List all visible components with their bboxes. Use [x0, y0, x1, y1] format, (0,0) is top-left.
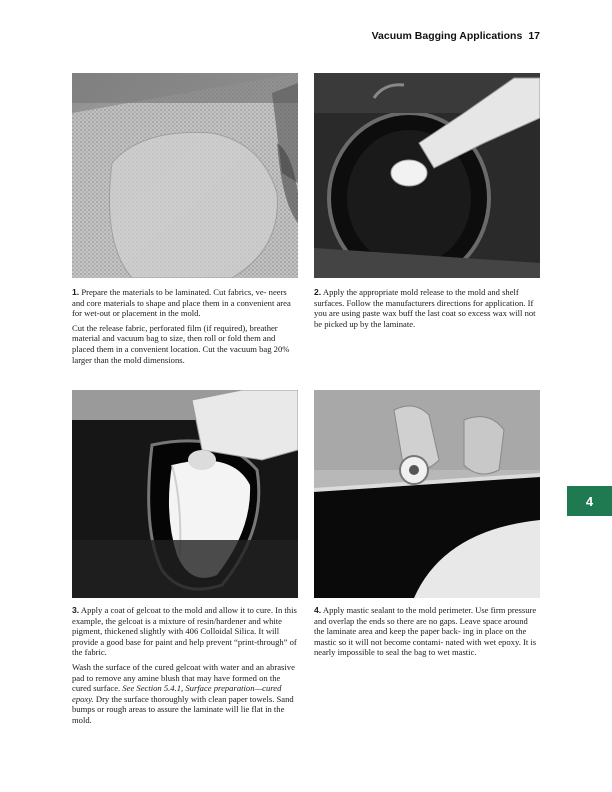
step-1-text-2: Cut the release fabric, perforated film (if required), breather material and vacuum bag to size, then roll or fold them and placed them in a convenient location. Cut the vacuum bag 20% larger than the mold dimensions.: [72, 322, 290, 365]
step-4-number: 4.: [314, 605, 322, 615]
step-2-text-1: Apply the appropriate mold release to the mold and shelf surfaces. Follow the manufacturers directions for application. If you are using paste wax buff the last coat so excess wax will not be picked up by the laminate.: [314, 287, 536, 329]
step-3-text-2a: Wash the surface of the cured gelcoat with water and an abrasive pad to remove any amine blush that may have formed on the cured surface.: [72, 661, 295, 694]
section-reference: See Section 5.4.1, Surface preparation—cured epoxy.: [72, 683, 282, 704]
photo-materials-prepared: [72, 73, 298, 278]
step-3-text-2b: Dry the surface thoroughly with clean paper towels. Sand bumps or rough areas to assure the laminate will lie flat in the mold.: [72, 693, 294, 725]
caption-step-1: [72, 287, 298, 369]
step-2-para-1: [314, 287, 540, 329]
step-4-text-1: Apply mastic sealant to the mold perimeter. Use firm pressure and overlap the ends so there are no gaps. Leave space around the laminate area and keep the paper back- ing in place on the mastic so it will not become contami- nated with wet epoxy. It is nearly impossible to seal the bag to wet mastic.: [314, 605, 537, 658]
running-header: [372, 30, 540, 42]
photo-gelcoat: [72, 390, 298, 598]
step-3-para-2: [72, 662, 298, 726]
header-title: Vacuum Bagging Applications: [371, 30, 523, 42]
step-1-number: 1.: [72, 287, 80, 297]
step-1-para-1: [72, 287, 298, 319]
step-3-para-1: [72, 605, 298, 658]
step-4-para-1: [314, 605, 540, 658]
chapter-tab: 4: [567, 486, 612, 516]
step-3-number: 3.: [72, 605, 80, 615]
caption-step-4: [314, 605, 540, 662]
step-3-text-1: Apply a coat of gelcoat to the mold and allow it to cure. In this example, the gelcoat is a mixture of resin/hardener and white pigment, thickened slightly with 406 Colloidal Silica. It will provide a good base for paint and help prevent “print-through” of the fabric.: [72, 605, 297, 658]
photo-mastic-sealant: [314, 390, 540, 598]
page-number: 17: [528, 30, 540, 42]
step-1-text-1: Prepare the materials to be laminated. Cut fabrics, ve- neers and core materials to shape and place them in a convenient area for wet-out or placement in the mold.: [72, 287, 291, 319]
step-2-number: 2.: [314, 287, 322, 297]
photo-mold-release: [314, 73, 540, 278]
caption-step-2: [314, 287, 540, 333]
caption-step-3: [72, 605, 298, 730]
